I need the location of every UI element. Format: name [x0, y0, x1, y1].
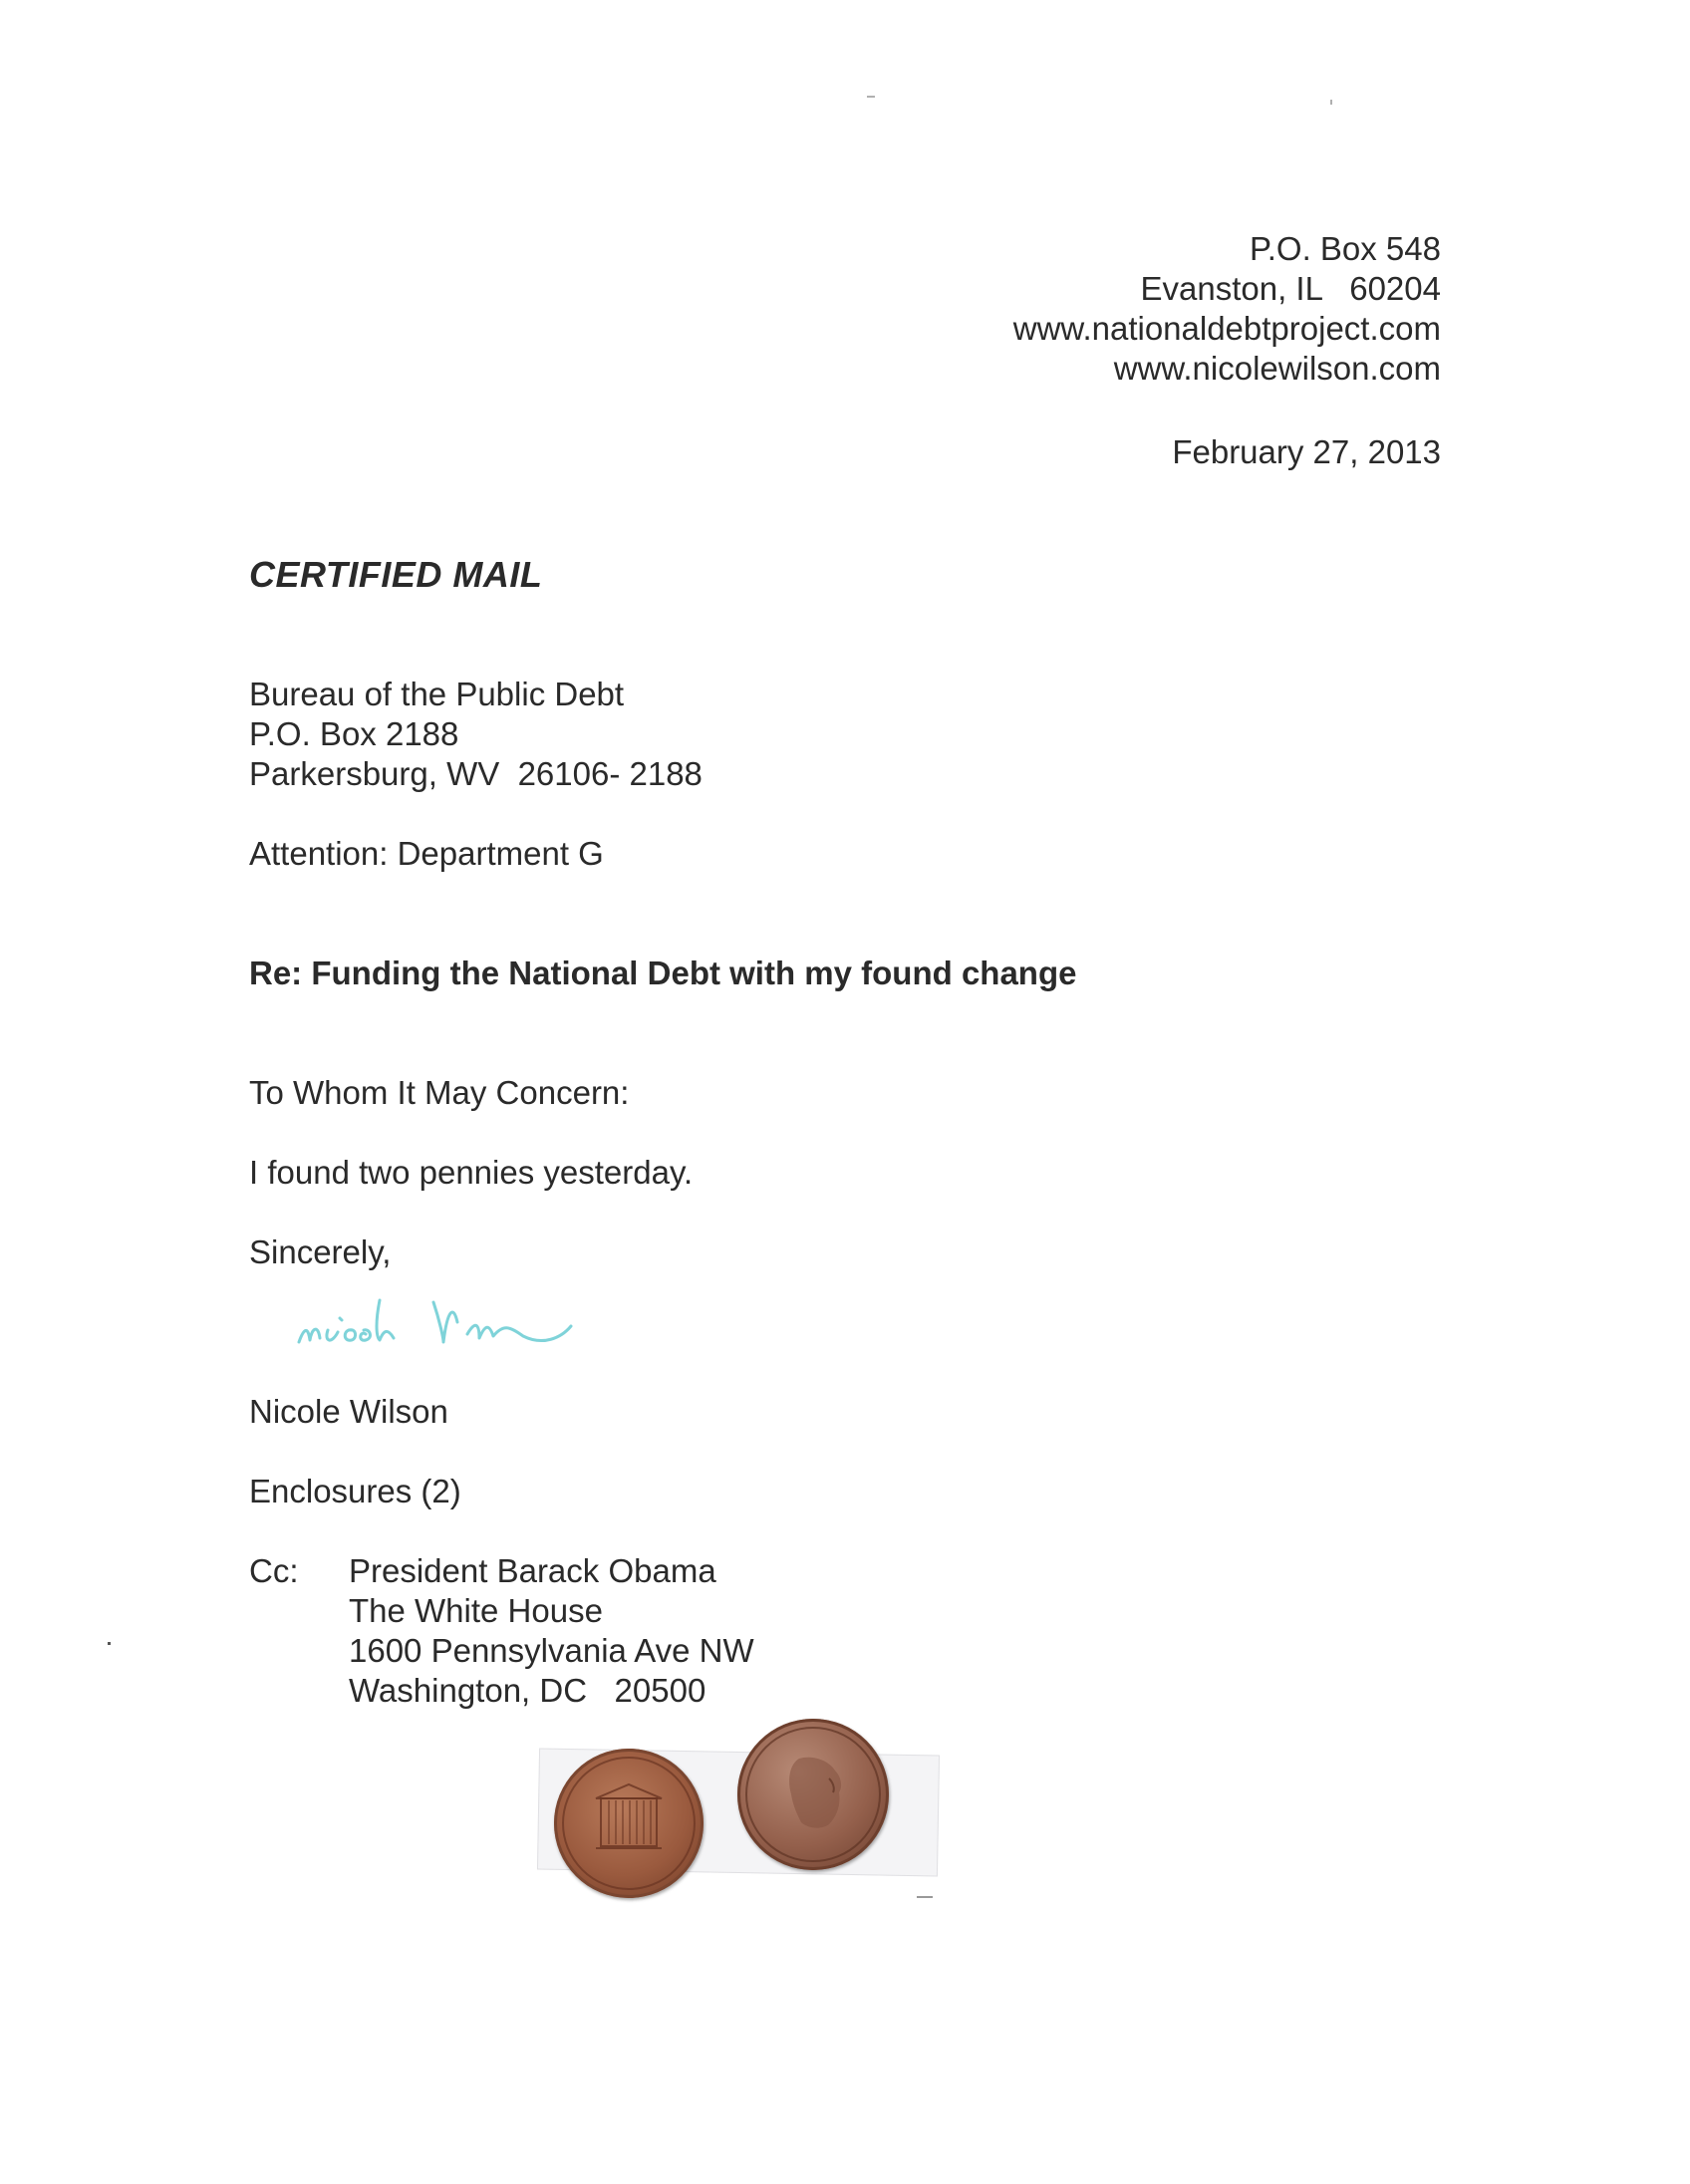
recipient-city-state-zip: Parkersburg, WV 26106- 2188 — [249, 755, 703, 792]
closing: Sincerely, — [249, 1233, 392, 1270]
cc-line: The White House — [349, 1592, 603, 1629]
cc-block — [249, 1551, 754, 1711]
scan-speck — [108, 1642, 111, 1645]
attached-pennies — [518, 1704, 937, 1913]
enclosures-note: Enclosures (2) — [249, 1473, 461, 1509]
cc-line: President Barack Obama — [349, 1552, 716, 1589]
cc-address — [349, 1551, 754, 1711]
letter-date: February 27, 2013 — [1172, 433, 1441, 470]
subject-line: Re: Funding the National Debt with my found change — [249, 955, 1077, 991]
signer-name: Nicole Wilson — [249, 1393, 448, 1430]
delivery-method-heading: CERTIFIED MAIL — [249, 554, 543, 595]
sender-city-state-zip: Evanston, IL 60204 — [1140, 270, 1441, 307]
salutation: To Whom It May Concern: — [249, 1074, 630, 1111]
scan-speck — [867, 96, 875, 98]
sender-website-1: www.nationaldebtproject.com — [1012, 310, 1441, 347]
sender-website-2: www.nicolewilson.com — [1113, 350, 1441, 387]
penny-reverse-icon — [554, 1749, 704, 1898]
handwritten-signature — [294, 1280, 693, 1360]
scan-speck — [1330, 100, 1332, 105]
cc-line: Washington, DC 20500 — [349, 1672, 706, 1709]
scan-speck — [917, 1896, 933, 1898]
penny-obverse-icon — [737, 1719, 889, 1870]
letter-body: I found two pennies yesterday. — [249, 1154, 694, 1191]
recipient-name: Bureau of the Public Debt — [249, 676, 625, 712]
recipient-po-box: P.O. Box 2188 — [249, 715, 459, 752]
sender-address-block — [1013, 229, 1441, 389]
attention-line: Attention: Department G — [249, 835, 604, 872]
cc-line: 1600 Pennsylvania Ave NW — [349, 1632, 754, 1669]
cc-label: Cc: — [249, 1552, 299, 1589]
sender-po-box: P.O. Box 548 — [1249, 230, 1441, 267]
recipient-address-block — [249, 675, 703, 794]
